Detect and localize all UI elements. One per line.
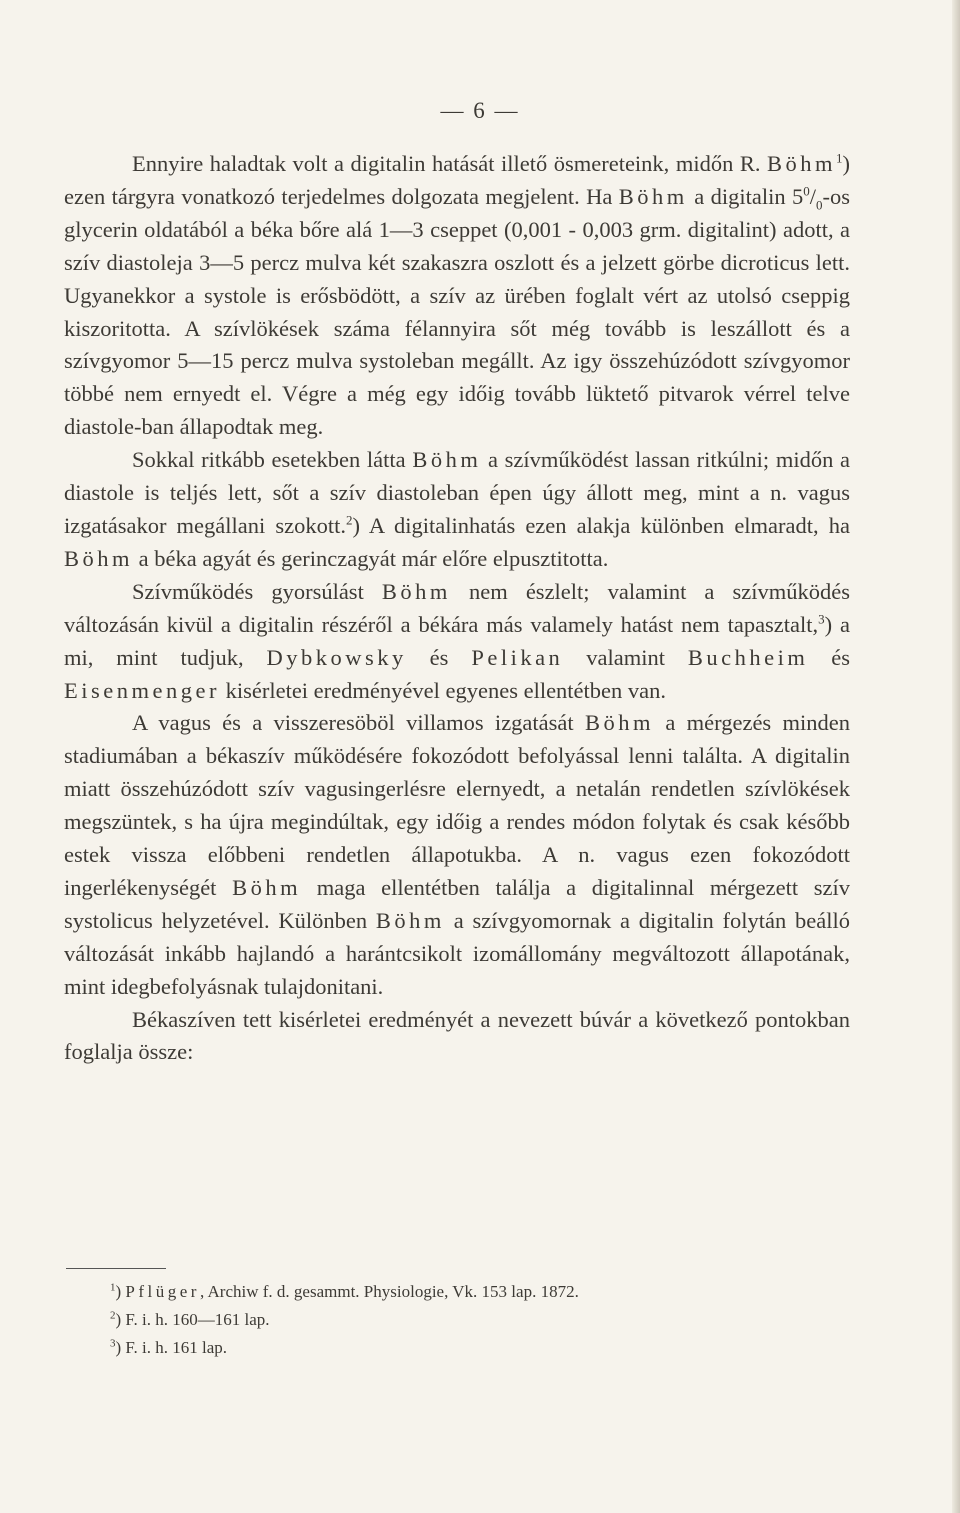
text-run: ) ezen tárgyra vonatkozó terjedelmes dolgozata megjelent. Ha	[64, 151, 850, 209]
spaced-name: Böhm	[584, 710, 654, 736]
text-run: nem észlelt; valamint a szívműködés változásán kivül a digitalin részéről a békára más valamely hatást nem tapasztalt,	[64, 578, 850, 637]
text-run: a béka agyát és gerinczagyát már előre elpusztitotta.	[133, 545, 609, 571]
spaced-name: Böhm	[766, 151, 836, 176]
footnote-reference: 2	[346, 512, 353, 528]
text-run: -os glycerin oldatából a béka bőre alá 1—3 cseppet (0,001 - 0,003 grm. digitalint) adott, a szív diastoleja 3—5 percz mulva két szakaszra oszlott és a jelzett görbe dicroticus lett. Ugyanekkor a systole is erősbödött, a szív az ürében foglalt vért az utolsó cseppig kiszoritotta. A szívlökések száma félannyira sőt még tovább is leszállott és a szívgyomor 5—15 percz mulva systoleban megállt. Az igy összehúzódott szívgyomor többé nem ernyedt el. Végre a még egy időig tovább lüktető pitvarok vérrel telve diastole-ban állapodtak meg.	[64, 183, 850, 440]
footnote-rule	[66, 1268, 166, 1269]
footnote-mark: 2	[110, 1309, 116, 1322]
spaced-name: Böhm	[232, 874, 302, 900]
text-run: kisérletei eredményével egyenes ellentétben van.	[219, 677, 667, 703]
spaced-name: Böhm	[64, 545, 134, 571]
spaced-name: Böhm	[618, 183, 688, 209]
text-run: 0	[816, 197, 823, 213]
footnote-text: , Archiw f. d. gesammt. Physiologie, Vk. 153 lap. 1872.	[199, 1282, 579, 1301]
text-run: a szívműködést lassan ritkúlni; midőn a diastole is teljés lett, sőt a szív diastoleban épen úgy állott meg, mint a n. vagus izgatásakor megállani szokott.	[64, 447, 850, 538]
text-run: ) a mi, mint tudjuk,	[64, 611, 850, 670]
footnote-mark-paren: )	[115, 1338, 126, 1357]
text-run: a mérgezés minden stadiumában a békaszív működésére fokozódott befolyással lenni találta. A digitalin miatt összehúzódott szív vagusingerlésre elernyedt, a netalán rendetlen szívlökések megszüntek, s ha újra megindúltak, egy időig a rendes módon folytak és csak később estek vissza előbbeni rendetlen állapotukba. A n. vagus ezen fokozódott ingerlékenységét	[64, 710, 851, 900]
paragraph	[64, 707, 850, 1003]
spaced-name: Pelikan	[471, 644, 564, 670]
footnote	[110, 1306, 830, 1334]
text-run: valamint	[563, 644, 688, 670]
paragraph	[64, 1004, 850, 1070]
text-run: A vagus és a visszeresöböl villamos izgatását	[132, 710, 585, 736]
paragraph	[64, 148, 850, 444]
footnote-mark: 3	[110, 1337, 116, 1350]
footnote-reference: 1	[836, 150, 843, 166]
text-run: és	[406, 644, 472, 670]
footnote-reference: 0	[803, 183, 810, 199]
text-run: Ennyire haladtak volt a digitalin hatását illető ösmereteink, midőn R.	[132, 151, 767, 176]
body-text	[64, 148, 850, 1069]
footnote-text: F. i. h. 160—161 lap.	[125, 1310, 270, 1329]
spaced-name: Buchheim	[687, 644, 809, 670]
footnote-mark: 1	[110, 1281, 116, 1294]
footnote	[110, 1334, 830, 1362]
spaced-name: Böhm	[381, 578, 451, 604]
spaced-name: Pflüger	[125, 1282, 200, 1301]
text-run: Szívműködés gyorsúlást	[132, 578, 382, 604]
spaced-name: Eisenmenger	[64, 677, 220, 703]
text-run: a digitalin 5	[687, 183, 804, 209]
footnote	[110, 1278, 830, 1306]
spaced-name: Dybkowsky	[266, 644, 407, 670]
text-run: /	[809, 183, 816, 209]
spaced-name: Böhm	[412, 447, 482, 473]
page-edge-shadow	[952, 0, 960, 1513]
text-run: maga ellentétben találja a digitalinnal mérgezett szív systolicus helyzetével. Különben	[64, 874, 851, 933]
page-number: — 6 —	[440, 98, 520, 123]
footnote-text: F. i. h. 161 lap.	[125, 1338, 228, 1357]
paragraph	[64, 444, 850, 576]
footnote-reference: 3	[818, 611, 825, 627]
text-run: és	[808, 644, 850, 670]
footnotes	[110, 1278, 830, 1362]
text-run: a szívgyomornak a digitalin folytán beálló változását inkább hajlandó a harántcsikolt izomállomány megváltozott állapotának, mint idegbefolyásnak tulajdonitani.	[64, 907, 850, 999]
footnote-mark-paren: )	[115, 1282, 126, 1301]
text-run: ) A digitalinhatás ezen alakja különben elmaradt, ha	[352, 512, 850, 538]
spaced-name: Böhm	[375, 907, 445, 933]
footnote-mark-paren: )	[115, 1310, 126, 1329]
text-run: Sokkal ritkább esetekben látta	[132, 447, 413, 473]
paragraph	[64, 576, 850, 708]
text-run: Békaszíven tett kisérletei eredményét a nevezett búvár a következő pontokban foglalja össze:	[64, 1006, 850, 1065]
